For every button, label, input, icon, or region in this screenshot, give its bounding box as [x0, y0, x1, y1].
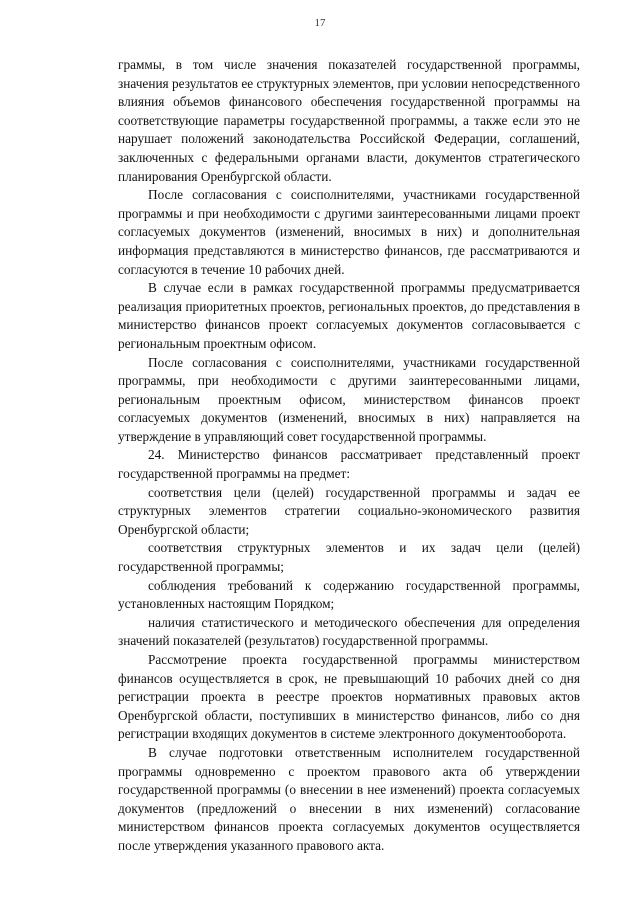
paragraph-priority-projects: В случае если в рамках государственной программы предусматривается реализация приоритетных проектов, региональных проектов, до представления в министерство финансов проект согласуемых документов согласовывается с региональным проектным офисом.	[118, 280, 580, 351]
list-item-strategy-compliance: соответствия цели (целей) государственной программы и задач ее структурных элементов стратегии социально-экономического развития Оренбургской области;	[118, 484, 580, 537]
paragraph-coordination-approval: После согласования с соисполнителями, участниками государственной программы и при необходимости с другими заинтересованными лицами проект согласуемых документов (изменений, вносимых в них) и дополнительная информация представляются в министерство финансов, где рассматриваются и согласуются в течение 10 рабочих дней.	[118, 187, 580, 277]
paragraph-simultaneous-preparation: В случае подготовки ответственным исполнителем государственной программы одновременно с проектом правового акта об утверждении государственной программы (о внесении в нее изменений) проекта согласуемых документов (предложений о внесении в них изменений) согласование министерством финансов проекта согласуемых документов осуществляется после утверждения указанного правового акта.	[118, 744, 580, 853]
list-item-structural-elements: соответствия структурных элементов и их задач цели (целей) государственной программы;	[118, 540, 580, 575]
paragraph-management-council: После согласования с соисполнителями, участниками государственной программы, при необходимости с другими заинтересованными лицами, региональным проектным офисом, министерством финансов проект согласуемых документов (изменений, вносимых в них) направляется на утверждение в управляющий совет государственной программы.	[118, 354, 580, 444]
document-body	[118, 56, 580, 856]
page-number: 17	[314, 17, 326, 29]
paragraph-continuation: граммы, в том числе значения показателей государственной программы, значения результатов ее структурных элементов, при условии непосредственного влияния объемов финансового обеспечения государственной программы на соответствующие параметры государственной программы, а также если это не нарушает положений законодательства Российской Федерации, соглашений, заключенных с федеральными органами власти, документов стратегического планирования Оренбургской области.	[118, 57, 580, 184]
paragraph-item-24: 24. Министерство финансов рассматривает представленный проект государственной программы на предмет:	[118, 447, 580, 482]
list-item-statistical-support: наличия статистического и методического обеспечения для определения значений показателей (результатов) государственной программы.	[118, 614, 580, 649]
list-item-requirements: соблюдения требований к содержанию государственной программы, установленных настоящим Порядком;	[118, 577, 580, 612]
paragraph-review-period: Рассмотрение проекта государственной программы министерством финансов осуществляется в срок, не превышающий 10 рабочих дней со дня регистрации проекта в реестре проектов нормативных правовых актов Оренбургской области, поступивших в министерство финансов, либо со дня регистрации входящих документов в системе электронного документооборота.	[118, 652, 580, 742]
